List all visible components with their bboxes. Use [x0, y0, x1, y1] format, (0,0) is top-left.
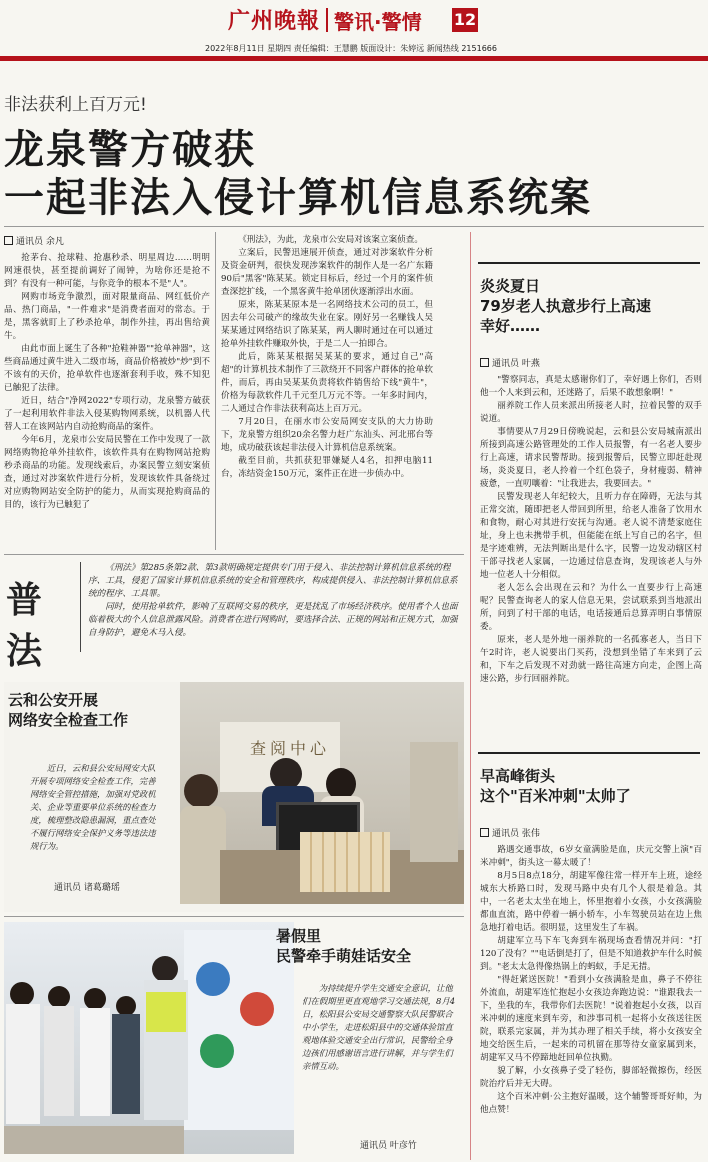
paragraph: 同时，使用抢单软件，影响了互联网交易的秩序，更是扰乱了市场经济秩序。使用者个人也面临着极大的个人信息泄露风险。消费者在进行网购时，要选择合法、正规的网站和正规方式，加强自身防护，避免木马入侵。	[88, 602, 458, 638]
story4-title-line3: 幸好……	[480, 317, 541, 335]
lead-byline: 通讯员 余凡	[4, 234, 64, 247]
paragraph: 今年6月，龙泉市公安局民警在工作中发现了一款网络购物抢单外挂软件，该软件具有在购物网站抢购秒杀商品的功能。发现线索后，办案民警立刻安案侦查，通过对涉案软件进行分析，发现该软件具备绕过对应购物网站安全防护的能力，从而实现抢购商品的目的，该行为已触犯了	[4, 435, 210, 510]
story5-title-line1: 早高峰街头	[480, 767, 556, 785]
story2-byline: 通讯员 诸葛璐瑶	[54, 883, 120, 893]
story5-title-line2: 这个"百米冲刺"太帅了	[480, 787, 631, 805]
story4-body	[480, 374, 702, 738]
paragraph: 近日，结合"净网2022"专项行动，龙泉警方破获了一起利用软件非法入侵某购物网系统，以机器人代替人工在该网站内自动抢购商品的案件。	[4, 396, 210, 432]
paragraph: 7月20日，在丽水市公安局网安支队的大力协助下，龙泉警方组织20余名警力赶广东汕头、河北邢台等地，成功破获该起非法侵入计算机信息系统案。	[221, 417, 433, 453]
paragraph: 原来，陈某某原本是一名网络技术公司的员工，但因去年公司破产的缘故失业在家。刚好另一名赚钱人吴某某通过网络结识了陈某某，两人聊时通过在可以通过抢单外挂软件赚取外快，于是二人一拍即合。	[221, 300, 433, 349]
person-head	[184, 774, 218, 808]
story4-title-line2: 79岁老人执意步行上高速	[480, 297, 651, 315]
masthead-rule	[0, 56, 708, 61]
story5-byline: 通讯员 张伟	[480, 826, 540, 839]
child-body	[80, 1008, 110, 1116]
right-column-divider	[470, 232, 471, 1160]
story3-byline: 通讯员 叶彦竹	[360, 1141, 417, 1151]
child-head	[84, 988, 106, 1010]
child-head	[116, 996, 136, 1016]
lead-column-2	[221, 234, 433, 546]
story2-body: 近日，云和县公安局网安大队开展专项网络安全检查工作，完善网络安全管控措施，加强对党政机关、企业等重要单位系统的检查力度，梳理整改隐患漏洞，重点查处不履行网络安全保护义务等违法违规行为。	[30, 763, 156, 851]
paragraph: 路遇交通事故，6岁女童满脸是血，庆元交警上演"百米冲刺"，街头这一幕太暖了！	[480, 845, 702, 868]
floor	[4, 1126, 184, 1154]
story5-title	[480, 766, 702, 806]
story3-title-line2: 民警牵手萌娃话安全	[276, 947, 412, 965]
paragraph: 老人怎么会出现在云和？为什么一直要步行上高速呢？民警查询老人的家人信息无果，尝试联系到当地派出所，问到了村干部的电话，电话接通后总算弄明白事情原委。	[480, 583, 702, 632]
byline-box-icon	[480, 358, 489, 367]
story5-body	[480, 844, 702, 1158]
paragraph: 胡建军立马下车飞奔到车祸现场查看情况并问："打120了没有？""电话倒是打了，但是不知道救护车什么时候到。"老太太急得像热锅上的蚂蚁，手足无措。	[480, 936, 702, 972]
paragraph: 事情要从7月29日傍晚说起，云和县公安局城南派出所接到高速公路管理处的工作人员报警，有一名老人要步行上高速，请求民警帮助。接到报警后，民警立即赶赴现场，炎炎夏日，老人拎着一个红色袋子，身材瘦弱、精神疲惫，一直叨嚷着："让我进去，我要回去。"	[480, 427, 702, 489]
story2-block	[4, 682, 464, 912]
paragraph: 《刑法》第285条第2款、第3款明确规定提供专门用于侵入、非法控制计算机信息系统的程序、工具，侵犯了国家计算机信息系统的安全和管理秩序，构成提供侵入、非法控制计算机信息系统的程序、工具罪。	[88, 563, 458, 599]
story4-byline: 通讯员 叶燕	[480, 356, 540, 369]
paragraph: 原来，老人是外地一丽养院的一名孤寡老人，当日下午2时许，老人说要出门买药，没想到坐错了车来到了云和，下车之后发现不对劲就一路往高速方向走，企图上高速公路，步行回丽养院。	[480, 635, 702, 684]
story3-block	[4, 922, 464, 1154]
exhibit-sign-circle	[240, 992, 274, 1026]
child-head	[48, 986, 70, 1008]
child-body	[112, 1014, 140, 1114]
lead-kicker: 非法获利上百万元!	[4, 95, 147, 115]
paragraph: 这个百米冲刺·公主抱好温暖，这个辅警哥哥好帅，为他点赞！	[480, 1092, 702, 1115]
story3-photo	[4, 922, 294, 1154]
paragraph: 截至目前，共抓获犯罪嫌疑人4名，扣押电脑11台，冻结资金150万元，案件正在进一步侦办中。	[221, 456, 433, 479]
lead-headline-line2: 一起非法入侵计算机信息系统案	[4, 175, 592, 221]
story2-title-line2: 网络安全检查工作	[8, 711, 129, 729]
lead-column-1	[4, 252, 210, 550]
story3-title-line1: 暑假里	[276, 927, 322, 945]
paragraph: 丽养院工作人员来派出所接老人时，拉着民警的双手说道。	[480, 401, 702, 424]
story2-photo	[180, 682, 464, 904]
story4-top-rule	[478, 262, 700, 264]
cabinet	[410, 742, 458, 862]
paragraph: 民警发现老人年纪较大，且听力存在障碍，无法与其正常交流，随即把老人带回到所里，给老人准备了饮用水和食物，耐心对其进行安抚与沟通。老人说不清楚家庭住址，身上也未携带手机，但能能在纸上写自己的名字，但是字迹难辨，无法判断出是什么字，民警一边发动辖区村干部寻找老人家属，一边通过信息查询，发现该老人与外地一位老人十分相似。	[480, 492, 702, 580]
paragraph: 《刑法》，为此，龙泉市公安局对该案立案侦查。	[238, 235, 423, 245]
paragraph: 抢茅台、抢球鞋、抢惠秒杀、明星周边……明明网速很快，甚至提前调好了闹钟，为啥你还是抢不到？有没有一种可能，与你竞争的根本不是"人"。	[4, 253, 210, 289]
law-text	[88, 562, 460, 640]
section-title: 警讯·警情	[334, 10, 422, 34]
exhibit-sign-circle	[200, 1034, 234, 1068]
masthead-divider	[326, 8, 328, 32]
story5-top-rule	[478, 752, 700, 754]
story3-body: 为持续提升学生交通安全意识，让他们在假期里更直观地学习交通法规，8月4日，松阳县公安局交通警察大队民警联合中小学生，走进松阳县中的交通体验馆直观地体验交通安全出行常识，民警给全身边孩们用感谢语言进行讲解，并与学生们亲情互动。	[302, 983, 456, 1071]
paragraph: 此后，陈某某根据吴某某的要求，通过自己"高超"的计算机技术制作了三款绕开不同客户群体的抢单软件，而后，再由吴某某负责将软件销售给下线"黄牛"，价格为每款软件几千元至几万元不等。一年多时间内，二人通过合作非法获利高达上百万元。	[221, 352, 433, 414]
paragraph: 由此市面上诞生了各种"抢鞋神器""抢单神器"，这些商品通过黄牛进入二级市场，商品价格被炒"炒"到不不该有的天价，抢单软件也逐渐套利手收，殊不知犯已触犯了法律。	[4, 344, 210, 393]
story2-title-line1: 云和公安开展	[8, 691, 99, 709]
story4-title-line1: 炎炎夏日	[480, 277, 541, 295]
law-badge: 普法	[6, 580, 41, 672]
lead-headline-line1: 龙泉警方破获	[4, 127, 256, 173]
photo-wall-sign: 查阅中心	[250, 739, 331, 758]
paragraph: 立案后，民警迅速展开侦查，通过对涉案软件分析及资金研判，很快发现涉案软件的制作人是一名广东籍90后"黑客"陈某某。锁定目标后，经过一个月的案件侦查深挖扩线，一个黑客黄牛抢单团伙逐渐浮出水面。	[221, 248, 433, 297]
law-divider	[80, 562, 81, 652]
law-rule	[4, 554, 464, 555]
child-body	[44, 1006, 74, 1116]
paragraph: "得赶紧送医院！"看到小女孩满脸是血，鼻子不停往外流血，胡建军连忙抱起小女孩边奔跑边说："谁跟我去一下，坐我的车，我带你们去医院！"说着抱起小女孩，以百米冲刺的速度来到车旁，和涉事司机一起将小女孩送往医院，联系完家属，并为其办理了相关手续，将小女孩安全地交给医生后，一起来的司机留在那等待女童家属到来，胡建军又马不停蹄地赶回单位执勤。	[480, 975, 702, 1063]
child-head	[10, 982, 34, 1006]
lead-rule	[4, 226, 704, 227]
paragraph: "警察同志，真是太感谢你们了，幸好遇上你们，否则他一个人来到云和，还迷路了，后果不敢想象啊！"	[480, 375, 702, 398]
paragraph: 8月5日8点18分，胡建军像往常一样开车上班，途经城东大桥路口时，发现马路中央有几个人很是着急。其中，一名老太太坐在地上，怀里抱着小女孩，小女孩满脸都血直流，路中停着一辆小轿车，小车驾驶员站在边上焦急地打着电话。很明显，这里发生了车祸。	[480, 871, 702, 933]
story4-title	[480, 276, 702, 336]
byline-box-icon	[480, 828, 489, 837]
story-divider	[4, 916, 464, 917]
story2-title	[8, 690, 178, 730]
paragraph: 网购市场竞争激烈，面对限量商品、网红低价产品、热门商品，"一件难求"是消费者面对的常态。于是，黑客就盯上了秒杀抢单，制作外挂，再出售给黄牛。	[4, 292, 210, 341]
paragraph: 貌了解，小女孩鼻子受了轻伤，脚部轻微擦伤，经医院治疗后并无大碍。	[480, 1066, 702, 1089]
byline-box-icon	[4, 236, 13, 245]
officer-head	[152, 956, 178, 982]
child-body	[6, 1004, 40, 1124]
newspaper-logo: 广州晚報	[228, 8, 321, 34]
shelf-items	[300, 832, 390, 892]
masthead-meta: 2022年8月11日 星期四 责任编辑：王慧鹏 版面设计：朱婷远 新闻热线 2151666	[205, 44, 497, 53]
column-divider	[215, 232, 216, 550]
story3-title	[276, 926, 462, 966]
exhibit-sign-circle	[196, 962, 230, 996]
officer-vest	[146, 992, 186, 1032]
page-number: 12	[452, 8, 478, 32]
